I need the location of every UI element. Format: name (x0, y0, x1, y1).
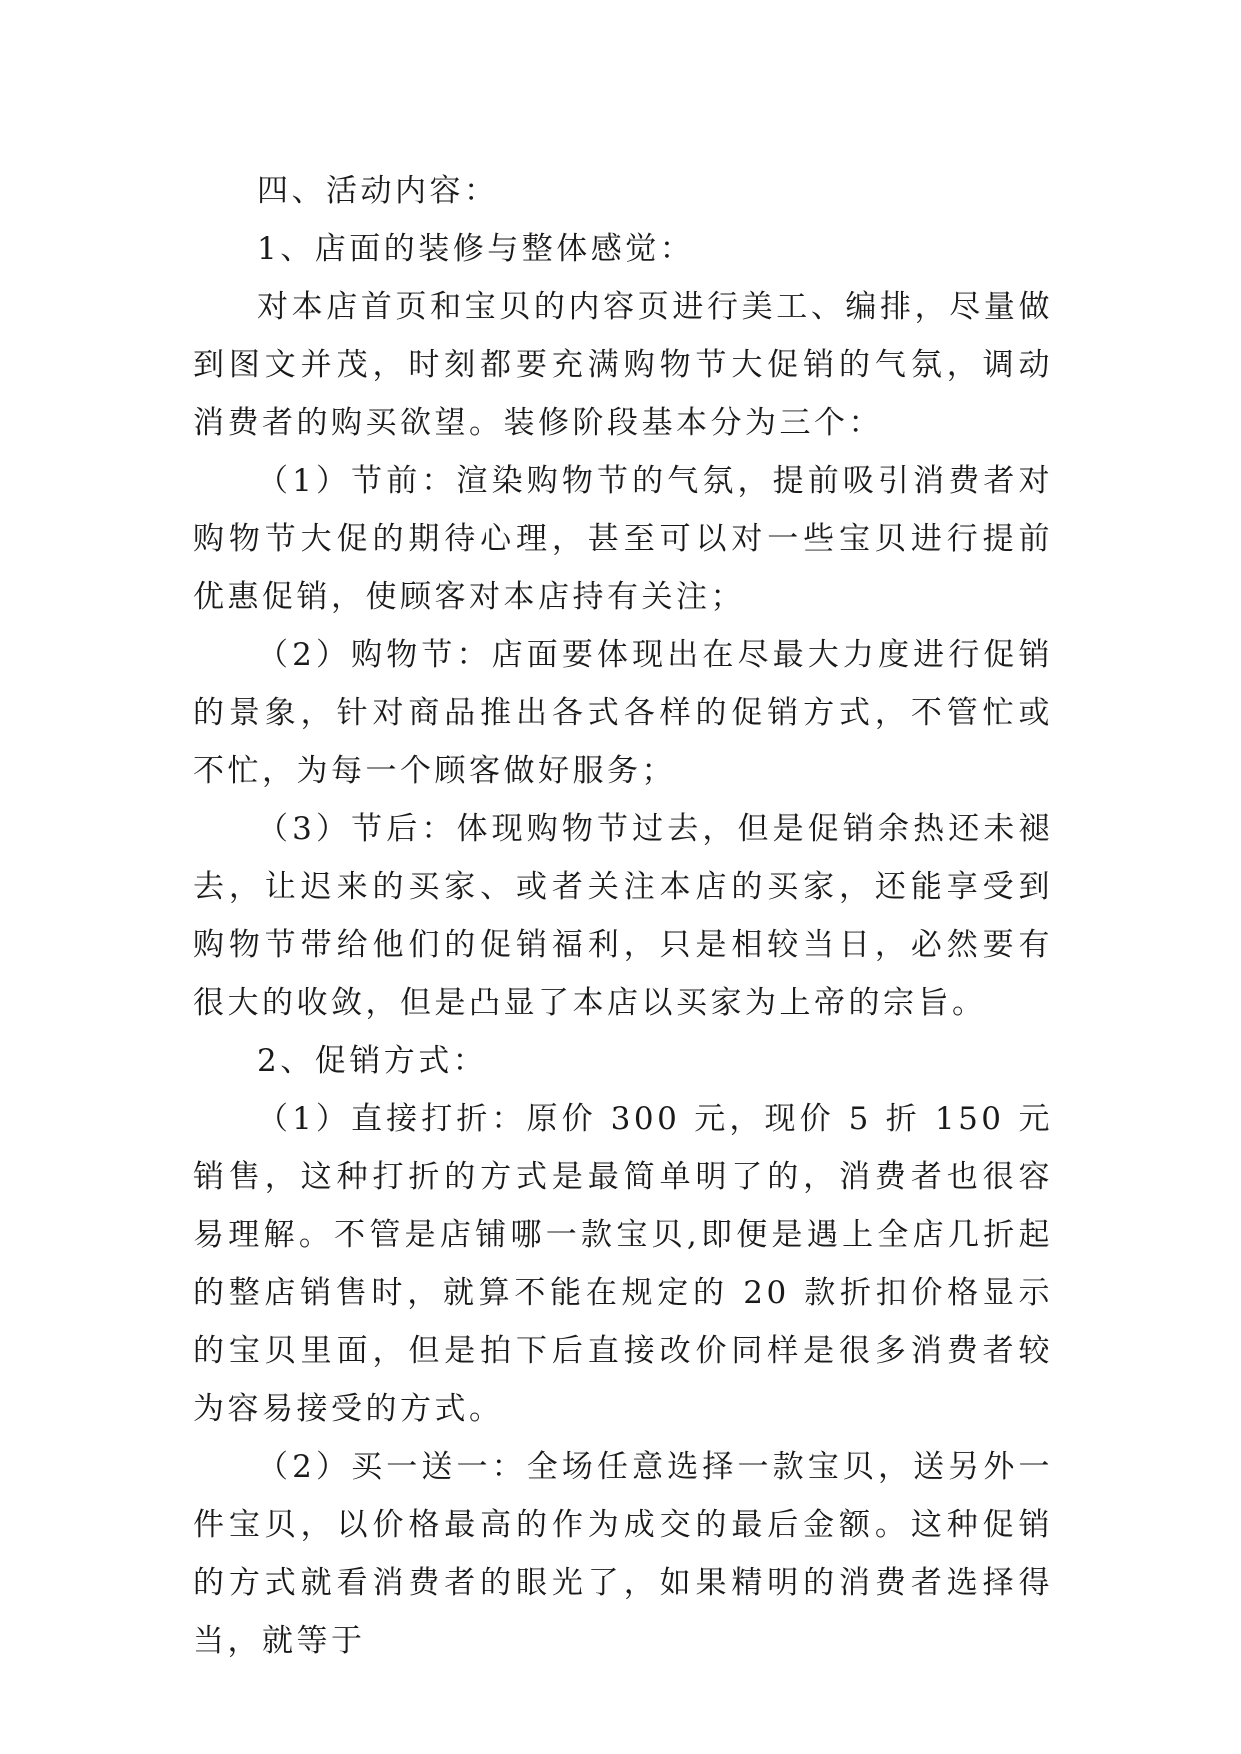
item1-intro-paragraph: 对本店首页和宝贝的内容页进行美工、编排，尽量做到图文并茂，时刻都要充满购物节大促销的气氛，调动消费者的购买欲望。装修阶段基本分为三个： (193, 289, 1053, 441)
stage3-paragraph: （3）节后：体现购物节过去，但是促销余热还未褪去，让迟来的买家、或者关注本店的买家，还能享受到购物节带给他们的促销福利，只是相较当日，必然要有很大的收敛，但是凸显了本店以买家为上帝的宗旨。 (193, 811, 1053, 1021)
stage2-paragraph: （2）购物节：店面要体现出在尽最大力度进行促销的景象，针对商品推出各式各样的促销方式，不管忙或不忙，为每一个顾客做好服务； (193, 637, 1053, 789)
section-title: 四、活动内容： (257, 173, 499, 209)
item1-title: 1、店面的装修与整体感觉： (257, 231, 695, 267)
document-body (193, 162, 1053, 1670)
stage1-paragraph: （1）节前：渲染购物节的气氛，提前吸引消费者对购物节大促的期待心理，甚至可以对一些宝贝进行提前优惠促销，使顾客对本店持有关注； (193, 463, 1053, 615)
method2-paragraph: （2）买一送一：全场任意选择一款宝贝，送另外一件宝贝，以价格最高的作为成交的最后金额。这种促销的方式就看消费者的眼光了，如果精明的消费者选择得当，就等于 (193, 1449, 1053, 1659)
method1-paragraph: （1）直接打折：原价 300 元，现价 5 折 150 元销售，这种打折的方式是最简单明了的，消费者也很容易理解。不管是店铺哪一款宝贝,即便是遇上全店几折起的整店销售时，就算不能在规定的 20 款折扣价格显示的宝贝里面，但是拍下后直接改价同样是很多消费者较为容易接受的方式。 (193, 1101, 1053, 1427)
item2-title: 2、促销方式： (257, 1043, 488, 1079)
